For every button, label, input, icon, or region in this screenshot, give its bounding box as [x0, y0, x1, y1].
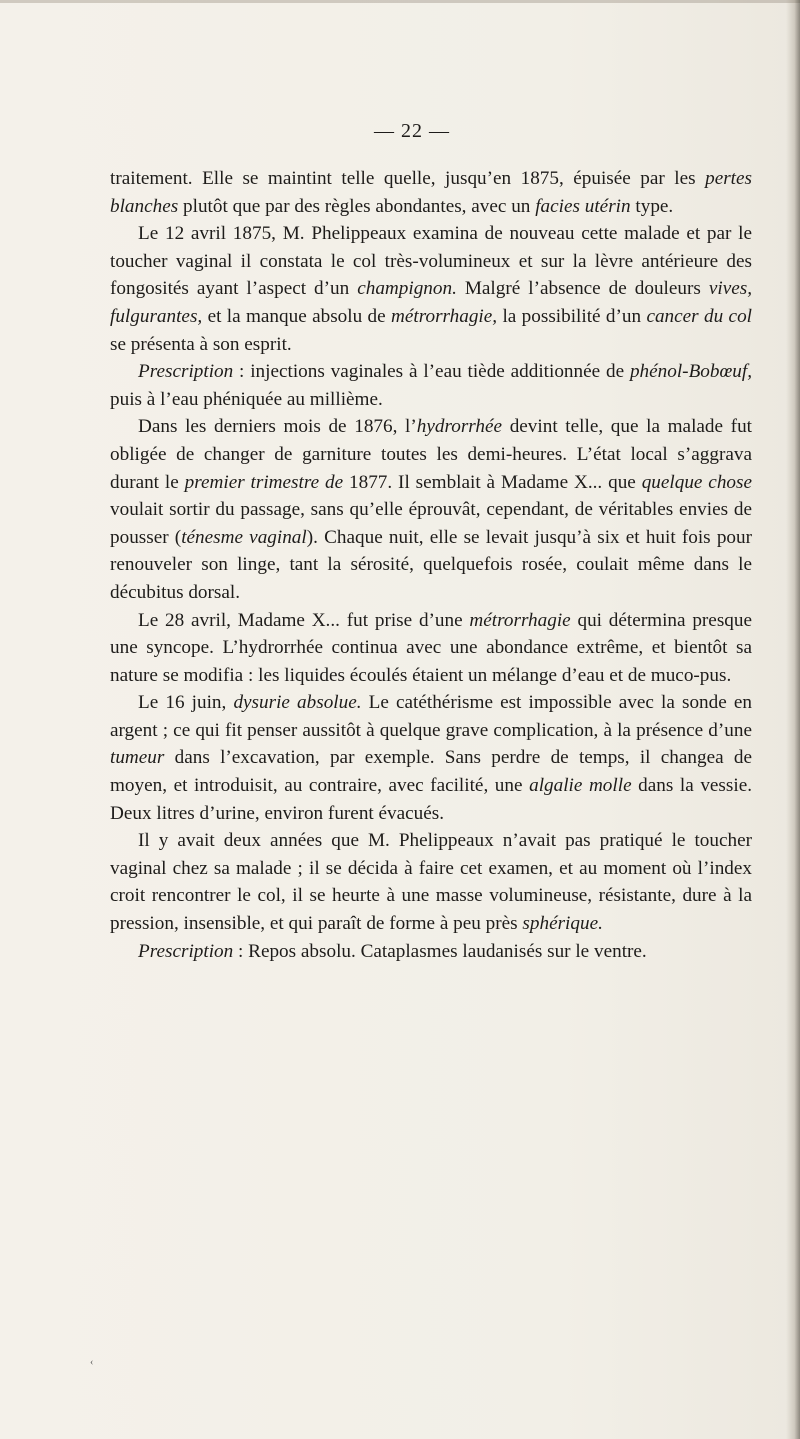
italic-text: cancer du col [646, 305, 752, 327]
paragraph [110, 165, 752, 220]
italic-text: quelque chose [641, 471, 752, 493]
italic-text: Prescription [138, 940, 234, 962]
text-run: 1877. Il semblait à Madame X... que [343, 471, 642, 493]
italic-text: pertes blanches [110, 168, 752, 217]
italic-text: Prescription [138, 361, 234, 383]
text-run: dans l’excavation, par exemple. Sans perdre de temps, il changea de moyen, et introduisit, au contraire, avec facilité, une [110, 747, 752, 797]
text-run: Le catéthérisme est impossible avec la sonde en argent ; ce qui fit penser aussitôt à quelque grave complication, à la présence d’une [110, 692, 752, 741]
italic-text: hydrorrhée [416, 416, 503, 438]
text-run: plutôt que par des règles abondantes, avec un [178, 195, 536, 217]
page-number: — 22 — [374, 120, 450, 142]
italic-text: métrorrhagie, [391, 305, 498, 327]
scan-top-edge [0, 0, 800, 3]
text-run: Malgré l’absence de douleurs [456, 278, 709, 300]
text-run: la possibilité d’un [497, 305, 647, 327]
body-text [110, 165, 752, 965]
paragraph [110, 938, 752, 966]
italic-text: vives, fulgurantes, [110, 278, 752, 327]
text-run: devint telle, que la malade fut obligée de changer de garniture toutes les demi-heures. L’état local s’aggrava durant le [110, 416, 752, 493]
paragraph [110, 413, 752, 606]
italic-text: sphérique. [522, 913, 603, 935]
italic-text: dysurie absolue. [233, 692, 362, 714]
text-run: ). Chaque nuit, elle se levait jusqu’à six et huit fois pour renouveler son linge, tant la sérosité, quelquefois rosée, coulait même dans le décubitus dorsal. [110, 526, 752, 603]
italic-text: facies utérin [535, 195, 631, 217]
italic-text: premier trimestre de [184, 471, 344, 493]
paragraph [110, 827, 752, 937]
text-run: dans la vessie. Deux litres d’urine, environ furent évacués. [110, 775, 753, 824]
italic-text: ténesme vaginal [181, 526, 307, 548]
margin-mark: ‹ [90, 1357, 94, 1368]
paragraph [110, 607, 752, 690]
text-run: : Repos absolu. Cataplasmes laudanisés sur le ventre. [233, 940, 647, 962]
text-run: : injections vaginales à l’eau tiède additionnée de [233, 361, 630, 383]
text-run: Il y avait deux années que M. Phelippeaux n’avait pas pratiqué le toucher vaginal chez sa malade ; il se décida à faire cet examen, et au moment où l’index croit rencontrer le col, il se heurte à une masse volumineuse, résistante, dure à la pression, insensible, et qui paraît de forme à peu près [110, 830, 752, 935]
paragraph [110, 689, 752, 827]
text-run: Dans les derniers mois de 1876, l’ [138, 416, 417, 438]
italic-text: algalie molle [529, 775, 632, 797]
italic-text: métrorrhagie [469, 609, 571, 631]
italic-text: champignon. [357, 278, 457, 300]
text-run: et la manque absolu de [202, 305, 392, 327]
paragraph [110, 358, 752, 413]
text-run: puis à l’eau phéniquée au millième. [110, 388, 383, 410]
text-run: qui détermina presque une syncope. L’hydrorrhée continua avec une abondance extrême, et bientôt sa nature se modifia : les liquides écoulés étaient un mélange d’eau et de muco-pus. [110, 609, 752, 686]
text-run: Le 12 avril 1875, M. Phelippeaux examina de nouveau cette malade et par le toucher vaginal il constata le col très-volumineux et sur la lèvre antérieure des fongosités ayant l’aspect d’un [110, 223, 752, 300]
italic-text: phénol-Bobœuf, [629, 361, 752, 383]
text-run: se présenta à son esprit. [110, 333, 292, 355]
text-run: Le 16 juin, [138, 692, 234, 714]
paragraph [110, 220, 752, 358]
text-run: voulait sortir du passage, sans qu’elle éprouvât, cependant, de véritables envies de pousser ( [110, 499, 752, 548]
scan-right-edge [786, 0, 800, 1439]
text-run: Le 28 avril, Madame X... fut prise d’une [138, 609, 470, 631]
text-run: type. [630, 195, 674, 217]
text-run: traitement. Elle se maintint telle quelle, jusqu’en 1875, épuisée par les [110, 168, 706, 189]
italic-text: tumeur [110, 747, 165, 769]
